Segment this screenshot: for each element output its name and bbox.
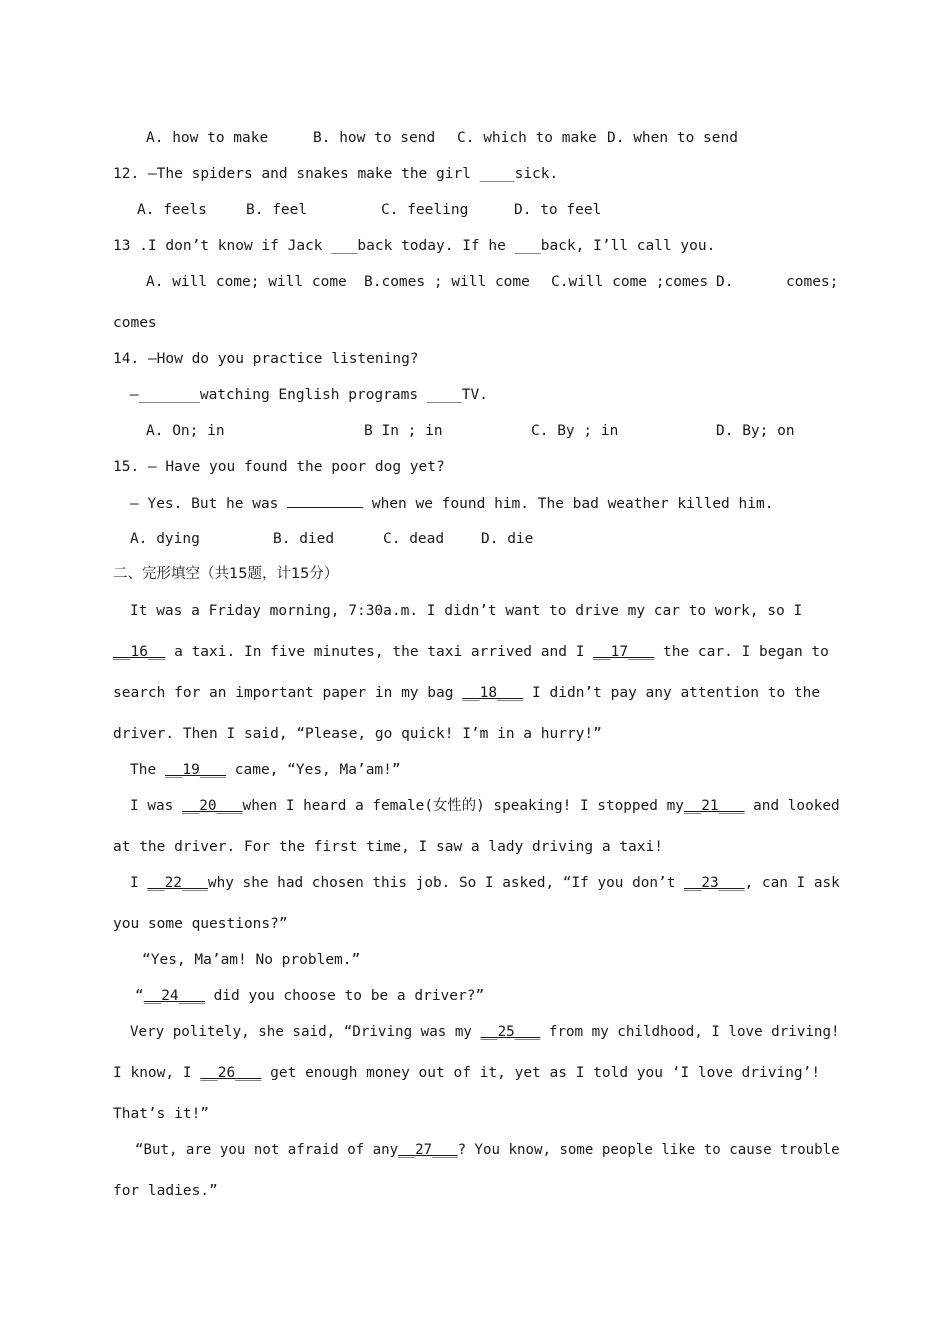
passage-line-5 [130,760,401,780]
q12-stem-post: sick. [514,166,559,182]
q12-option-a: A. feels [137,202,207,218]
section-heading: 二、完形填空（共15题，计15分） [113,566,339,582]
passage-text: did you choose to be a driver?” [204,988,485,1004]
passage-line-6 [130,796,840,816]
q12-number: 12. [113,166,140,182]
q11-option-a: A. how to make [146,130,269,146]
q13-option-b: B.comes ; will come [364,274,530,290]
blank-22: __22___ [147,875,208,891]
passage-text: , can I ask [744,875,840,891]
passage-text: why she had chosen this job. So I asked, “If you don’t [207,875,685,891]
passage-line-9: you some questions?” [113,916,288,932]
q13-option-d-label: D. [716,274,734,290]
q14-line2: —_______watching English programs ____TV. [130,387,488,403]
q11-option-c: C. which to make [457,130,597,146]
passage-text: search for an important paper in my bag [113,685,463,701]
passage-line-11 [135,986,484,1006]
blank-16: __16__ [113,644,166,660]
q12-blank: ____ [479,166,515,182]
q15-option-a: A. dying [130,531,200,547]
q14-option-c: C. By ; in [531,423,619,439]
q12-stem [113,164,558,184]
passage-text: I was [130,798,182,814]
passage-line-4: driver. Then I said, “Please, go quick! I’m in a hurry!” [113,726,602,742]
q12-option-d: D. to feel [514,202,602,218]
q13-option-d-text: comes; [786,274,839,290]
passage-text: The [130,762,165,778]
passage-line-12 [130,1022,840,1042]
q12-stem-pre: —The spiders and snakes make the girl [147,166,480,182]
q14-option-b: B In ; in [364,423,443,439]
passage-text: I [130,875,148,891]
q12-option-c: C. feeling [381,202,469,218]
passage-line-2 [113,642,829,662]
passage-text: It was a Friday morning, 7:30a.m. I didn’t want to drive my car to work, so I [130,603,803,619]
q13-option-c: C.will come ;comes [551,274,709,290]
passage-text: “ [135,988,144,1004]
blank-24: __24___ [143,988,205,1004]
passage-line-16: for ladies.” [113,1183,218,1199]
passage-line-15 [135,1140,840,1160]
q15-stem: 15. — Have you found the poor dog yet? [113,459,445,475]
q14-option-a: A. On; in [146,423,225,439]
q11-option-b: B. how to send [313,130,436,146]
q15-blank [287,493,363,508]
passage-line-14: That’s it!” [113,1106,210,1122]
passage-text: when I heard a female(女性的) speaking! I stopped my [242,798,684,814]
passage-line-8 [130,873,840,893]
q14-option-d: D. By; on [716,423,795,439]
passage-text: I know, I [113,1065,201,1081]
passage-line-10: “Yes, Ma’am! No problem.” [142,952,361,968]
q13-option-d-wrap: comes [113,315,157,331]
passage-text: get enough money out of it, yet as I told you ‘I love driving’! [261,1065,821,1081]
q12-option-b: B. feel [246,202,308,218]
passage-text: I didn’t pay any attention to the [523,685,821,701]
passage-line-13 [113,1063,820,1083]
q15-option-c: C. dead [383,531,445,547]
blank-17: __17___ [593,644,655,660]
passage-text: from my childhood, I love driving! [540,1024,840,1040]
q13-option-a: A. will come; will come [146,274,347,290]
blank-20: __20___ [181,798,243,814]
blank-25: __25___ [480,1024,541,1040]
passage-text: Very politely, she said, “Driving was my [130,1024,481,1040]
q13-stem: 13 .I don’t know if Jack ___back today. If he ___back, I’ll call you. [113,238,716,254]
q15-line2-post: when we found him. The bad weather killed him. [363,496,774,512]
q15-line2-pre: — Yes. But he was [130,496,288,512]
blank-18: __18___ [462,685,524,701]
blank-21: __21___ [683,798,745,814]
passage-text: and looked [744,798,840,814]
passage-text: the car. I began to [654,644,829,660]
passage-text: “But, are you not afraid of any [135,1142,399,1158]
blank-19: __19___ [164,762,227,778]
passage-line-7: at the driver. For the first time, I saw a lady driving a taxi! [113,839,663,855]
passage-text: ? You know, some people like to cause trouble [457,1142,840,1158]
q14-stem: 14. —How do you practice listening? [113,351,419,367]
blank-27: __27___ [398,1142,458,1158]
blank-26: __26___ [200,1065,262,1081]
passage-line-1 [130,601,837,621]
passage-text: came, “Yes, Ma’am!” [226,762,401,778]
q15-option-d: D. die [481,531,534,547]
blank-23: __23___ [684,875,745,891]
passage-line-3 [113,683,820,703]
passage-text: a taxi. In five minutes, the taxi arrived and I [165,644,594,660]
q15-option-b: B. died [273,531,335,547]
q15-line2 [130,493,773,514]
q11-option-d: D. when to send [607,130,738,146]
